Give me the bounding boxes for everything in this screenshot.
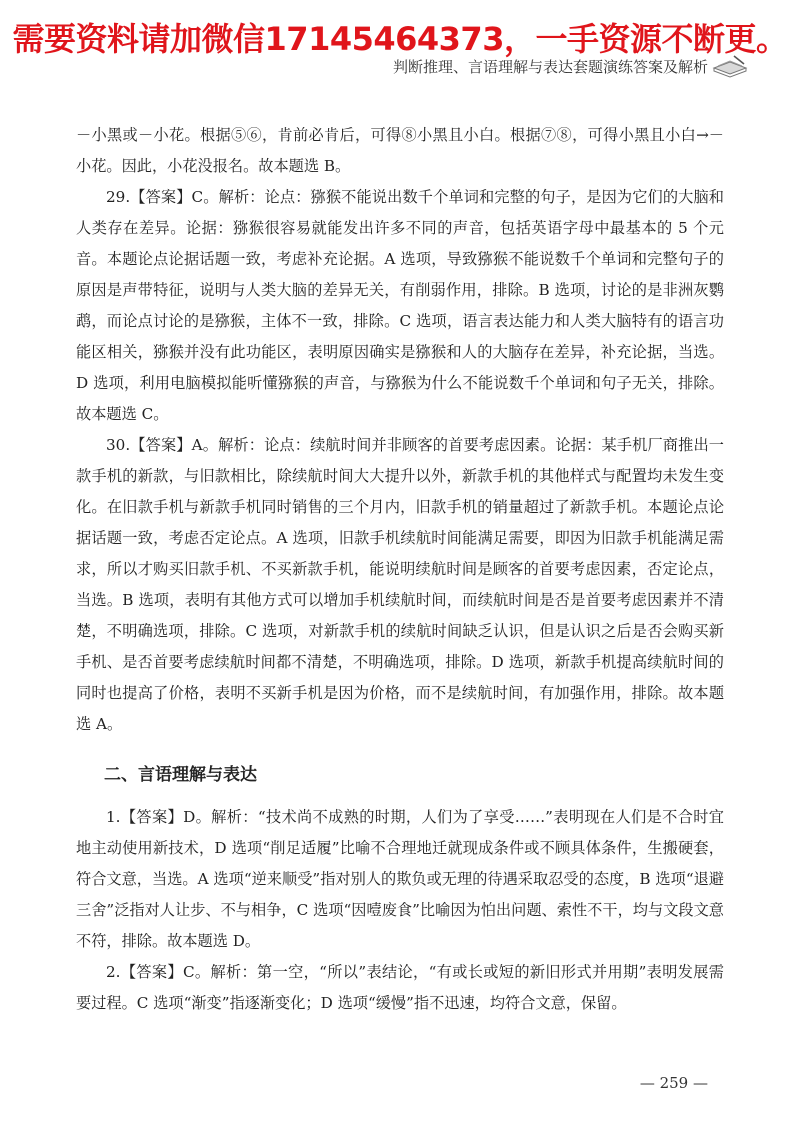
page-body	[76, 120, 724, 1019]
paragraph-continuation: －小黑或－小花。根据⑤⑥，肯前必肯后，可得⑧小黑且小白。根据⑦⑧，可得小黑且小白→－小花。因此，小花没报名。故本题选 B。	[76, 126, 724, 175]
section-title: 二、言语理解与表达	[104, 765, 257, 785]
answer-2: 2.【答案】C。解析：第一空，“所以”表结论，“有或长或短的新旧形式并用期”表明发展需要过程。C 选项“渐变”指逐渐变化；D 选项“缓慢”指不迅速，均符合文意，保留。	[76, 963, 724, 1012]
running-title: 判断推理、言语理解与表达套题演练答案及解析	[392, 58, 708, 76]
answer-30: 30.【答案】A。解析：论点：续航时间并非顾客的首要考虑因素。论据：某手机厂商推出一款手机的新款，与旧款相比，除续航时间大大提升以外，新款手机的其他样式与配置均未发生变化。在旧款手机与新款手机同时销售的三个月内，旧款手机的销量超过了新款手机。本题论点论据话题一致，考虑否定论点。A 选项，旧款手机续航时间能满足需要，即因为旧款手机能满足需求，所以才购买旧款手机、不买新款手机，能说明续航时间是顾客的首要考虑因素，否定论点，当选。B 选项，表明有其他方式可以增加手机续航时间，而续航时间是否是首要考虑因素并不清楚，不明确选项，排除。C 选项，对新款手机的续航时间缺乏认识，但是认识之后是否会购买新手机、是否首要考虑续航时间都不清楚，不明确选项，排除。D 选项，新款手机提高续航时间的同时也提高了价格，表明不买新手机是因为价格，而不是续航时间，有加强作用，排除。故本题选 A。	[76, 436, 724, 733]
answer-1: 1.【答案】D。解析：“技术尚不成熟的时期，人们为了享受……”表明现在人们是不合时宜地主动使用新技术，D 选项“削足适履”比喻不合理地迁就现成条件或不顾具体条件，生搬硬套，符合文意，当选。A 选项“逆来顺受”指对别人的欺负或无理的待遇采取忍受的态度，B 选项“退避三舍”泛指对人让步、不与相争，C 选项“因噎废食”比喻因为怕出问题、索性不干，均与文段文意不符，排除。故本题选 D。	[76, 808, 724, 950]
page-number: — 259 —	[639, 1074, 708, 1092]
book-icon	[712, 52, 748, 78]
watermark-banner: 需要资料请加微信17145464373，一手资源不断更。	[12, 20, 788, 58]
answer-29: 29.【答案】C。解析：论点：猕猴不能说出数千个单词和完整的句子，是因为它们的大脑和人类存在差异。论据：猕猴很容易就能发出许多不同的声音，包括英语字母中最基本的 5 个元音。本题论点论据话题一致，考虑补充论据。A 选项，导致猕猴不能说数千个单词和完整句子的原因是声带特征，说明与人类大脑的差异无关，有削弱作用，排除。B 选项，讨论的是非洲灰鹦鹉，而论点讨论的是猕猴，主体不一致，排除。C 选项，语言表达能力和人类大脑特有的语言功能区相关，猕猴并没有此功能区，表明原因确实是猕猴和人的大脑存在差异，补充论据，当选。D 选项，利用电脑模拟能听懂猕猴的声音，与猕猴为什么不能说数千个单词和句子无关，排除。故本题选 C。	[76, 188, 724, 423]
